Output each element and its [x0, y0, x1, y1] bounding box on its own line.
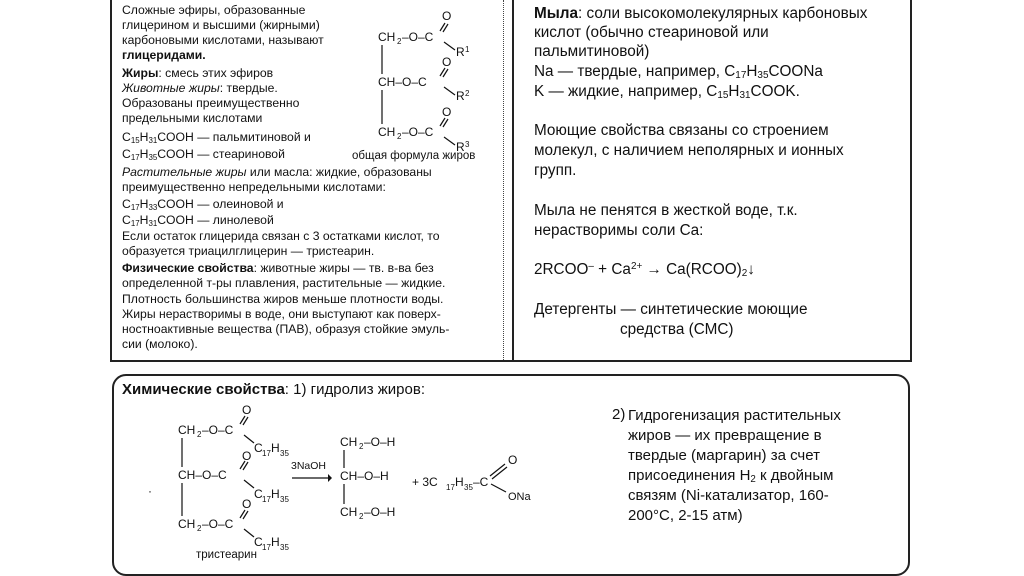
right-text-line: Моющие свойства связаны со строением: [534, 122, 829, 139]
svg-text:H: H: [455, 475, 464, 489]
bullet-mark: ·: [148, 484, 152, 498]
svg-text:CH: CH: [378, 30, 396, 44]
left-text-line: определенной т-ры плавления, растительные — жидкие.: [122, 276, 446, 290]
svg-text:R: R: [456, 89, 465, 103]
formula-caption: общая формула жиров: [352, 150, 476, 162]
svg-text:–O–H: –O–H: [364, 435, 396, 449]
item-number-2: 2): [612, 406, 626, 423]
sodium-stearate-structure: [408, 452, 548, 508]
svg-text:C: C: [254, 487, 263, 501]
svg-text:35: 35: [280, 449, 289, 458]
svg-text:H: H: [271, 535, 280, 549]
left-text-line: Животные жиры: твердые.: [122, 81, 278, 95]
left-text-line: Сложные эфиры, образованные: [122, 3, 306, 17]
left-text-line: карбоновыми кислотами, называют: [122, 33, 324, 47]
glycerol-structure: [336, 430, 416, 530]
svg-text:17: 17: [446, 483, 455, 492]
svg-text:C: C: [254, 441, 263, 455]
svg-text:35: 35: [280, 543, 289, 552]
svg-text:17: 17: [262, 449, 271, 458]
stearic-acid-line: $C_{17}H_{35}COOH$ — стеариновой: [122, 147, 285, 162]
svg-text:–O–H: –O–H: [364, 505, 396, 519]
svg-text:CH: CH: [178, 423, 196, 437]
svg-text:O: O: [242, 449, 252, 463]
right-border-line: [910, 0, 912, 362]
chemical-properties-title: Химические свойства: 1) гидролиз жиров:: [122, 381, 425, 398]
soap-precipitation-equation: 2RCOO– + $Ca^{2+}$ → $Ca(RCOO)_2↓$: [534, 261, 755, 279]
potassium-soap-line: K — жидкие, например, $C_{15}H_{31}COOK$.: [534, 83, 800, 101]
svg-text:O: O: [508, 453, 518, 467]
left-text-line: сии (молоко).: [122, 337, 198, 351]
right-text-line: молекул, с наличием неполярных и ионных: [534, 142, 844, 159]
svg-text:CH–O–C: CH–O–C: [178, 468, 227, 482]
hydrogenation-text-line: жиров — их превращение в: [628, 427, 822, 444]
svg-text:O: O: [242, 497, 252, 511]
left-text-line: Если остаток глицерида связан с 3 остатками кислот, то: [122, 229, 440, 243]
left-text-line: предельными кислотами: [122, 111, 263, 125]
left-border-line: [110, 0, 112, 362]
svg-text:CH–O–H: CH–O–H: [340, 469, 389, 483]
right-text-line: средства (СМС): [620, 321, 734, 338]
top-section-bottom-line: [110, 360, 912, 362]
svg-text:2: 2: [359, 442, 364, 451]
reaction-arrow: [290, 472, 332, 484]
sodium-soap-line: Na — твердые, например, $C_{17}H_{35}COONa$: [534, 63, 823, 81]
svg-text:+ 3C: + 3C: [412, 475, 438, 489]
svg-text:2: 2: [197, 430, 202, 439]
left-text-line: глицерином и высшими (жирными): [122, 18, 320, 32]
svg-text:17: 17: [262, 495, 271, 504]
right-text-line: пальмитиновой): [534, 43, 650, 60]
hydrogenation-text-line: присоединения $H_2$ к двойным: [628, 467, 834, 485]
svg-text:2: 2: [359, 512, 364, 521]
svg-text:2: 2: [397, 132, 402, 141]
svg-text:2: 2: [197, 524, 202, 533]
general-fat-formula: [360, 8, 510, 158]
svg-text:35: 35: [280, 495, 289, 504]
right-text-line: Мыла: соли высокомолекулярных карбоновых: [534, 5, 868, 22]
left-text-line: Плотность большинства жиров меньше плотности воды.: [122, 292, 444, 306]
tristearin-caption: тристеарин: [196, 549, 257, 561]
svg-text:ONa: ONa: [508, 491, 531, 503]
svg-text:2: 2: [397, 37, 402, 46]
oleic-acid-line: $C_{17}H_{33}COOH$ — олеиновой и: [122, 197, 284, 212]
svg-text:CH: CH: [178, 517, 196, 531]
svg-text:–O–C: –O–C: [402, 30, 434, 44]
reagent-label: 3NaOH: [291, 460, 327, 472]
svg-text:CH: CH: [340, 505, 358, 519]
left-text-line: образуется триацилглицерин — тристеарин.: [122, 244, 375, 258]
right-text-line: Детергенты — синтетические моющие: [534, 301, 808, 318]
svg-text:O: O: [442, 105, 452, 119]
svg-text:–O–C: –O–C: [202, 517, 234, 531]
left-text-line: Растительные жиры или масла: жидкие, образованы: [122, 165, 432, 179]
hydrogenation-text-line: твердые (маргарин) за счет: [628, 447, 820, 464]
svg-text:CH–O–C: CH–O–C: [378, 75, 427, 89]
hydrogenation-text-line: связям (Ni-катализатор, 160-: [628, 487, 829, 504]
right-text-line: групп.: [534, 162, 577, 179]
hydrogenation-text-line: 200°C, 2-15 атм): [628, 507, 743, 524]
svg-text:35: 35: [464, 483, 473, 492]
svg-text:C: C: [254, 535, 263, 549]
left-text-line: Жиры: смесь этих эфиров: [122, 66, 274, 80]
svg-text:–O–C: –O–C: [202, 423, 234, 437]
middle-divider-line: [512, 0, 514, 362]
right-text-line: нерастворимы соли Ca:: [534, 222, 704, 239]
right-text-line: кислот (обычно стеариновой или: [534, 24, 769, 41]
svg-text:CH: CH: [378, 125, 396, 139]
palmitic-acid-line: $C_{15}H_{31}COOH$ — пальмитиновой и: [122, 130, 311, 145]
glycerides-term: глицеридами.: [122, 48, 206, 62]
hydrogenation-text-line: Гидрогенизация растительных: [628, 407, 841, 424]
svg-text:R: R: [456, 45, 465, 59]
left-text-line: Образованы преимущественно: [122, 96, 300, 110]
svg-text:O: O: [242, 403, 252, 417]
svg-text:O: O: [442, 55, 452, 69]
svg-text:2: 2: [465, 89, 470, 98]
right-text-line: Мыла не пенятся в жесткой воде, т.к.: [534, 202, 798, 219]
svg-text:R: R: [456, 140, 465, 154]
left-text-line: преимущественно непредельными кислотами:: [122, 180, 386, 194]
svg-text:H: H: [271, 487, 280, 501]
svg-text:CH: CH: [340, 435, 358, 449]
linoleic-acid-line: $C_{17}H_{31}COOH$ — линолевой: [122, 213, 274, 228]
svg-text:17: 17: [262, 543, 271, 552]
tristearin-structure: [170, 402, 310, 552]
svg-text:H: H: [271, 441, 280, 455]
svg-text:3: 3: [465, 140, 470, 149]
left-text-line: Жиры нерастворимы в воде, они выступают как поверх-: [122, 307, 441, 321]
svg-text:–O–C: –O–C: [402, 125, 434, 139]
left-text-line: Физические свойства: животные жиры — тв. в-ва без: [122, 261, 434, 275]
svg-text:O: O: [442, 9, 452, 23]
svg-text:–C: –C: [473, 475, 489, 489]
svg-text:1: 1: [465, 45, 470, 54]
left-text-line: ностноактивные вещества (ПАВ), образуя стойкие эмуль-: [122, 322, 450, 336]
